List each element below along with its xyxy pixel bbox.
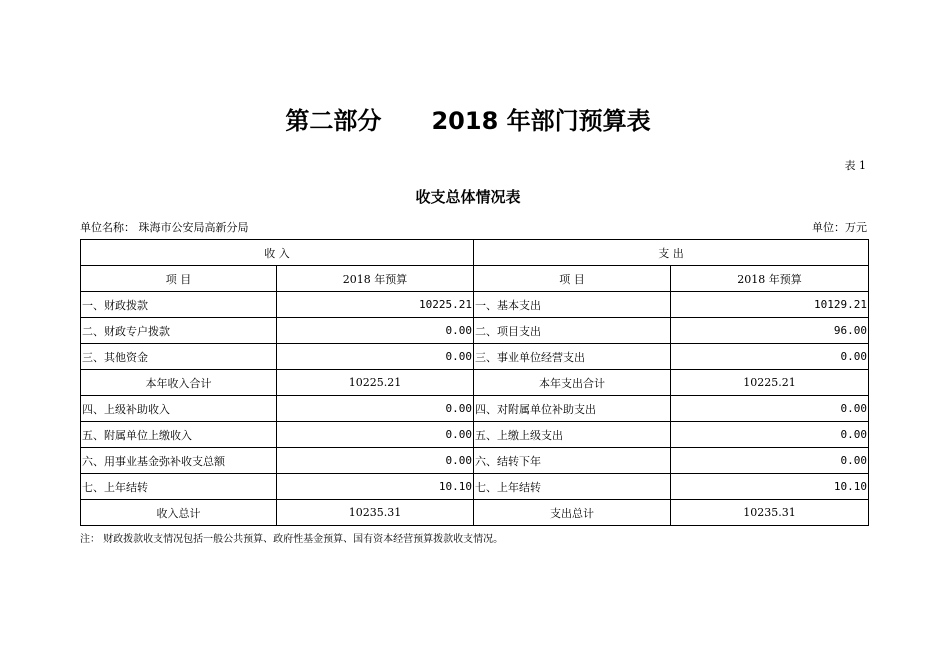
table-subheader-row bbox=[81, 266, 869, 292]
expense-item-cell: 七、上年结转 bbox=[474, 474, 671, 500]
income-item-cell: 本年收入合计 bbox=[81, 370, 277, 396]
expense-item-cell: 本年支出合计 bbox=[474, 370, 671, 396]
income-value-cell: 0.00 bbox=[277, 318, 474, 344]
income-value-cell: 0.00 bbox=[277, 396, 474, 422]
expense-budget-column-header: 2018 年预算 bbox=[671, 266, 869, 292]
income-item-cell: 五、附属单位上缴收入 bbox=[81, 422, 277, 448]
expense-value-cell: 0.00 bbox=[671, 422, 869, 448]
unit-name: 单位名称： 珠海市公安局高新分局 bbox=[80, 221, 249, 234]
income-value-cell: 0.00 bbox=[277, 448, 474, 474]
expense-value-cell: 0.00 bbox=[671, 396, 869, 422]
table-row bbox=[81, 448, 869, 474]
income-item-cell: 六、用事业基金弥补收支总额 bbox=[81, 448, 277, 474]
income-header: 收 入 bbox=[81, 240, 474, 266]
table-row bbox=[81, 500, 869, 526]
table-row bbox=[81, 344, 869, 370]
table-row bbox=[81, 422, 869, 448]
income-item-column-header: 项 目 bbox=[81, 266, 277, 292]
income-value-cell: 10235.31 bbox=[277, 500, 474, 526]
expense-item-cell: 支出总计 bbox=[474, 500, 671, 526]
income-value-cell: 10225.21 bbox=[277, 292, 474, 318]
expense-item-cell: 四、对附属单位补助支出 bbox=[474, 396, 671, 422]
expense-value-cell: 0.00 bbox=[671, 344, 869, 370]
expense-value-cell: 10.10 bbox=[671, 474, 869, 500]
expense-item-column-header: 项 目 bbox=[474, 266, 671, 292]
table-row bbox=[81, 474, 869, 500]
footnote: 注： 财政拨款收支情况包括一般公共预算、政府性基金预算、国有资本经营预算拨款收支情况。 bbox=[80, 534, 504, 545]
table-row bbox=[81, 292, 869, 318]
table-row bbox=[81, 318, 869, 344]
expense-item-cell: 二、项目支出 bbox=[474, 318, 671, 344]
income-item-cell: 七、上年结转 bbox=[81, 474, 277, 500]
unit-label: 单位：万元 bbox=[812, 221, 867, 234]
budget-table bbox=[80, 239, 869, 526]
expense-value-cell: 10235.31 bbox=[671, 500, 869, 526]
income-value-cell: 10.10 bbox=[277, 474, 474, 500]
expense-value-cell: 0.00 bbox=[671, 448, 869, 474]
expense-item-cell: 三、事业单位经营支出 bbox=[474, 344, 671, 370]
income-value-cell: 0.00 bbox=[277, 422, 474, 448]
page-title: 第二部分 2018 年部门预算表 bbox=[285, 107, 651, 135]
expense-value-cell: 96.00 bbox=[671, 318, 869, 344]
table-row bbox=[81, 396, 869, 422]
table-header-row bbox=[81, 240, 869, 266]
income-item-cell: 四、上级补助收入 bbox=[81, 396, 277, 422]
table-number: 表 1 bbox=[844, 159, 866, 172]
expense-value-cell: 10129.21 bbox=[671, 292, 869, 318]
income-item-cell: 收入总计 bbox=[81, 500, 277, 526]
table-title: 收支总体情况表 bbox=[415, 188, 521, 206]
expense-value-cell: 10225.21 bbox=[671, 370, 869, 396]
expense-item-cell: 一、基本支出 bbox=[474, 292, 671, 318]
income-item-cell: 二、财政专户拨款 bbox=[81, 318, 277, 344]
table-body bbox=[81, 292, 869, 526]
unit-info-row bbox=[80, 219, 867, 235]
income-value-cell: 0.00 bbox=[277, 344, 474, 370]
income-budget-column-header: 2018 年预算 bbox=[277, 266, 474, 292]
income-item-cell: 一、财政拨款 bbox=[81, 292, 277, 318]
expense-item-cell: 六、结转下年 bbox=[474, 448, 671, 474]
expense-header: 支 出 bbox=[474, 240, 869, 266]
income-value-cell: 10225.21 bbox=[277, 370, 474, 396]
expense-item-cell: 五、上缴上级支出 bbox=[474, 422, 671, 448]
income-item-cell: 三、其他资金 bbox=[81, 344, 277, 370]
table-row bbox=[81, 370, 869, 396]
